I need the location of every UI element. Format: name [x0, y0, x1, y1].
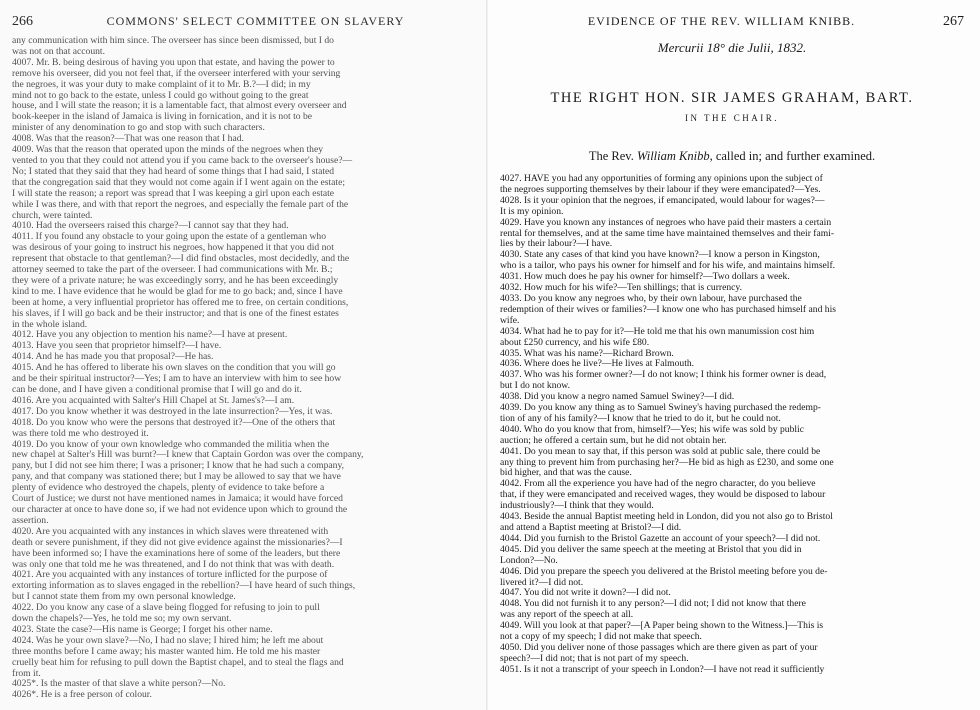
text-line: 4009. Was that the reason that operated upon the minds of the negroes when they — [12, 145, 324, 156]
text-line: was desirous of your going to instruct his negroes, how happened it that you did not — [12, 243, 334, 254]
text-line: 4018. Do you know who were the persons that destroyed it?—One of the others that — [12, 417, 336, 428]
text-line: 4007. Mr. B. being desirous of having you upon that estate, and having the power to — [12, 57, 335, 68]
text-line: but I do not know. — [500, 381, 570, 392]
text-line: three months before I came away; his master wanted him. He told me his master — [12, 646, 321, 657]
text-line: remove his overseer, did you not feel that, if the overseer interfered with your serving — [12, 68, 341, 79]
text-line: 4008. Was that the reason?—That was one reason that I had. — [12, 134, 244, 145]
text-line: kind to me. I have evidence that he would be glad for me to go back; and, since I have — [12, 286, 343, 297]
text-line: 4049. Will you look at that paper?—[A Paper being shown to the Witness.]—This is — [500, 621, 824, 632]
left-body-text — [12, 36, 478, 701]
text-line: No; I stated that they said that they had heard of some things that I had said, I stated — [12, 166, 335, 177]
right-body-text — [500, 174, 964, 676]
text-line: 4037. Who was his former owner?—I do not know; I think his former owner is dead, — [500, 370, 827, 381]
text-line: 4025*. Is the master of that slave a white person?—No. — [12, 679, 226, 690]
text-line: cruelly beat him for refusing to pull down the Baptist chapel, and to steal the flags and — [12, 657, 344, 668]
text-line: bid higher, and that was the cause. — [500, 468, 632, 479]
left-running-title: COMMONS' SELECT COMMITTEE ON SLAVERY — [106, 14, 405, 28]
right-running-title: EVIDENCE OF THE REV. WILLIAM KNIBB. — [587, 14, 856, 28]
right-page — [488, 0, 980, 710]
left-running-head — [12, 14, 478, 30]
text-line: 4016. Are you acquainted with Salter's Hill Chapel at St. James's?—I am. — [12, 395, 295, 406]
text-line: any thing to prevent him from purchasing her?—He bid as high as £230, and some one — [500, 457, 834, 468]
text-line: 4048. You did not furnish it to any person?—I did not; I did not know that there — [500, 599, 806, 610]
text-line: that the congregation said that they would not come again if I went again on the estate; — [12, 177, 346, 188]
text-line: 4010. Had the overseers raised this charge?—I cannot say that they had. — [12, 221, 289, 232]
witness-name: William Knibb — [637, 149, 710, 163]
left-page — [0, 0, 488, 710]
text-line: 4045. Did you deliver the same speech at the meeting at Bristol that you did in — [500, 544, 802, 555]
text-line: 4039. Do you know any thing as to Samuel Swiney's having purchased the redemp- — [500, 403, 821, 414]
text-line: 4036. Where does he live?—He lives at Falmouth. — [500, 359, 695, 370]
text-line: that, if they were emancipated and received wages, they would be disposed to labour — [500, 490, 826, 501]
text-line: 4041. Do you mean to say that, if this person was sold at public sale, there could be — [500, 446, 821, 457]
text-line: was there told me who destroyed it. — [12, 428, 149, 439]
right-page-number: 267 — [943, 14, 964, 29]
text-line: 4033. Do you know any negroes who, by their own labour, have purchased the — [500, 293, 802, 304]
text-line: book-keeper in the island of Jamaica is living in fornication, and it is not to be — [12, 112, 313, 123]
text-line: 4017. Do you know whether it was destroyed in the late insurrection?—Yes, it was. — [12, 406, 333, 417]
text-line: and be their spiritual instructor?—Yes; I am to have an interview with him to see how — [12, 374, 342, 385]
text-line: assertion. — [12, 515, 49, 526]
text-line: our character at once to have done so, if we had not evidence upon which to ground the — [12, 504, 348, 515]
text-line: down the chapels?—Yes, he told me so; my own servant. — [12, 614, 232, 625]
text-line: death or severe punishment, if they did not give evidence against the missionaries?—I — [12, 537, 343, 548]
text-line: who is a tailor, who pays his owner for himself and for his wife, and maintains himself. — [500, 261, 836, 272]
text-line: 4013. Have you seen that proprietor himself?—I have. — [12, 341, 222, 352]
text-line: have been informed so; I have the examinations here of some of the leaders, but there — [12, 548, 341, 559]
text-line: 4021. Are you acquainted with any instances of torture inflicted for the purpose of — [12, 570, 328, 581]
text-line: 4042. From all the experience you have had of the negro character, do you believe — [500, 479, 816, 490]
text-line: 4034. What had he to pay for it?—He told me that his own manumission cost him — [500, 326, 815, 337]
text-line: 4022. Do you know any case of a slave being flogged for refusing to join to pull — [12, 603, 320, 614]
text-line: It is my opinion. — [500, 206, 564, 217]
witness-prefix: The Rev. — [588, 149, 634, 163]
text-line: auction; he offered a certain sum, but he did not obtain her. — [500, 435, 727, 446]
text-line: pany, but I did not see him there; I was a prisoner; I know that he had such a company, — [12, 461, 345, 472]
session-date: Mercurii 18° die Julii, 1832. — [657, 40, 807, 55]
text-line: church, were tainted. — [12, 210, 93, 221]
text-line: 4030. State any cases of that kind you have known?—I know a person in Kingston, — [500, 250, 820, 261]
text-line: 4028. Is it your opinion that the negroes, if emancipated, would labour for wages?— — [500, 195, 825, 206]
text-line: was only one that told me he was threatened, and I do not think that was with death. — [12, 559, 335, 570]
text-line: redemption of their wives or families?—I know one who has purchased himself and his — [500, 304, 836, 315]
text-line: and attend a Baptist meeting at Bristol?—I did. — [500, 523, 682, 533]
text-line: house, and I will state the reason; it is a lamentable fact, that almost every overseer and — [12, 101, 347, 112]
text-line: 4020. Are you acquainted with any instances in which slaves were threatened with — [12, 526, 329, 537]
text-line: the negroes supporting themselves by their labour if they were emancipated?—Yes. — [500, 184, 821, 195]
text-line: 4040. Who do you know that from, himself?—Yes; his wife was sold by public — [500, 424, 804, 435]
text-line: lies by their labour?—I have. — [500, 239, 613, 250]
text-line: tion of any of his family?—I know that he tried to do it, but he could not. — [500, 413, 781, 424]
text-line: vented to you that they could not attend you if you came back to the overseer's house?— — [12, 155, 353, 166]
text-line: 4043. Beside the annual Baptist meeting held in London, did you not also go to Bristol — [500, 512, 833, 523]
text-line: 4038. Did you know a negro named Samuel Swiney?—I did. — [500, 392, 735, 403]
witness-heading — [500, 149, 964, 164]
text-line: was not on that account. — [12, 46, 105, 57]
text-line: 4019. Do you know of your own knowledge who commanded the militia when the — [12, 439, 330, 450]
text-line: 4014. And he has made you that proposal?—He has. — [12, 352, 214, 363]
text-line: London?—No. — [500, 555, 558, 566]
text-line: from it. — [12, 668, 41, 679]
text-line: not a copy of my speech; I did not make that speech. — [500, 632, 702, 643]
text-line: but I cannot state them from my own personal knowledge. — [12, 592, 236, 603]
text-line: 4023. State the case?—His name is George; I forget his other name. — [12, 624, 273, 635]
text-line: represent that obstacle to that gentleman?—I did find obstacles, most decidedly, and the — [12, 254, 350, 265]
text-line: 4011. If you found any obstacle to your going upon the estate of a gentleman who — [12, 232, 327, 243]
text-line: industriously?—I think that they would. — [500, 501, 654, 512]
text-line: extorting information as to slaves engaged in the rebellion?—I have heard of such things, — [12, 581, 356, 592]
text-line: been at home, a very influential proprietor has offered me to free, on certain conditions, — [12, 297, 349, 308]
text-line: Court of Justice; we durst not have mentioned names in Jamaica; it would have forced — [12, 494, 343, 505]
text-line: while I was there, and with that report the negroes, and especially the female part of the — [12, 199, 349, 210]
text-line: can be done, and I have given a conditional promise that I will go and do it. — [12, 385, 302, 395]
text-line: about £250 currency, and his wife £80. — [500, 337, 650, 348]
text-line: 4050. Did you deliver none of those passages which are there given as part of your — [500, 642, 818, 653]
text-line: attorney seemed to take the part of the overseer. I had communications with Mr. B.; — [12, 265, 333, 276]
text-line: the negroes, it was your duty to make complaint of it to Mr. B.?—I did; in my — [12, 79, 311, 90]
chair-caption: IN THE CHAIR. — [684, 113, 780, 123]
text-line: plenty of evidence who destroyed the chapels, plenty of evidence to take before a — [12, 483, 325, 494]
right-running-head — [500, 14, 964, 30]
text-line: any communication with him since. The overseer has since been dismissed, but I do — [12, 36, 334, 46]
text-line: wife. — [500, 315, 520, 326]
witness-suffix: , called in; and further examined. — [709, 149, 876, 163]
text-line: 4027. HAVE you had any opportunities of forming any opinions upon the subject of — [500, 174, 823, 184]
text-line: 4051. Is it not a transcript of your speech in London?—I have not read it sufficiently — [500, 664, 825, 675]
text-line: rental for themselves, and at the same time have maintained themselves and their fami- — [500, 228, 835, 239]
text-line: minister of any denomination to go and stop with such characters. — [12, 123, 265, 134]
text-line: 4012. Have you any objection to mention his name?—I have at present. — [12, 330, 288, 341]
text-line: 4024. Was he your own slave?—No, I had no slave; I hired him; he left me about — [12, 635, 324, 646]
text-line: was any report of the speech at all. — [500, 610, 634, 621]
text-line: speech?—I did not; that is not part of my speech. — [500, 653, 689, 664]
text-line: 4046. Did you prepare the speech you delivered at the Bristol meeting before you de- — [500, 566, 828, 577]
text-line: 4035. What was his name?—Richard Brown. — [500, 348, 674, 359]
text-line: 4031. How much does he pay his owner for himself?—Two dollars a week. — [500, 272, 790, 283]
text-line: I will state the reason; a report was spread that I was keeping a girl upon each estate — [12, 188, 335, 199]
text-line: they were of a private nature; he was exceedingly sorry, and he has been exceedingly — [12, 275, 339, 286]
text-line: his slaves, if I will go back and be their instructor; and that is one of the finest estates — [12, 308, 339, 319]
left-page-number: 266 — [12, 14, 33, 29]
text-line: pany, and that company was stationed there; but I may be allowed to say that we have — [12, 472, 341, 483]
text-line: 4029. Have you known any instances of negroes who have paid their masters a certain — [500, 217, 832, 228]
text-line: 4032. How much for his wife?—Ten shillings; that is currency. — [500, 283, 742, 294]
chair-name: THE RIGHT HON. SIR JAMES GRAHAM, BART. — [550, 90, 914, 106]
text-line: in the whole island. — [12, 319, 88, 330]
text-line: 4026*. He is a free person of colour. — [12, 690, 152, 701]
text-line: mind not to go back to the estate, unless I could go without going to the great — [12, 90, 309, 101]
text-line: 4015. And he has offered to liberate his own slaves on the condition that you will go — [12, 363, 336, 374]
text-line: 4044. Did you furnish to the Bristol Gazette an account of your speech?—I did not. — [500, 533, 821, 544]
text-line: 4047. You did not write it down?—I did not. — [500, 588, 671, 599]
text-line: new chapel at Salter's Hill was burnt?—I knew that Captain Gordon was over the company, — [12, 450, 364, 461]
text-line: livered it?—I did not. — [500, 577, 584, 588]
